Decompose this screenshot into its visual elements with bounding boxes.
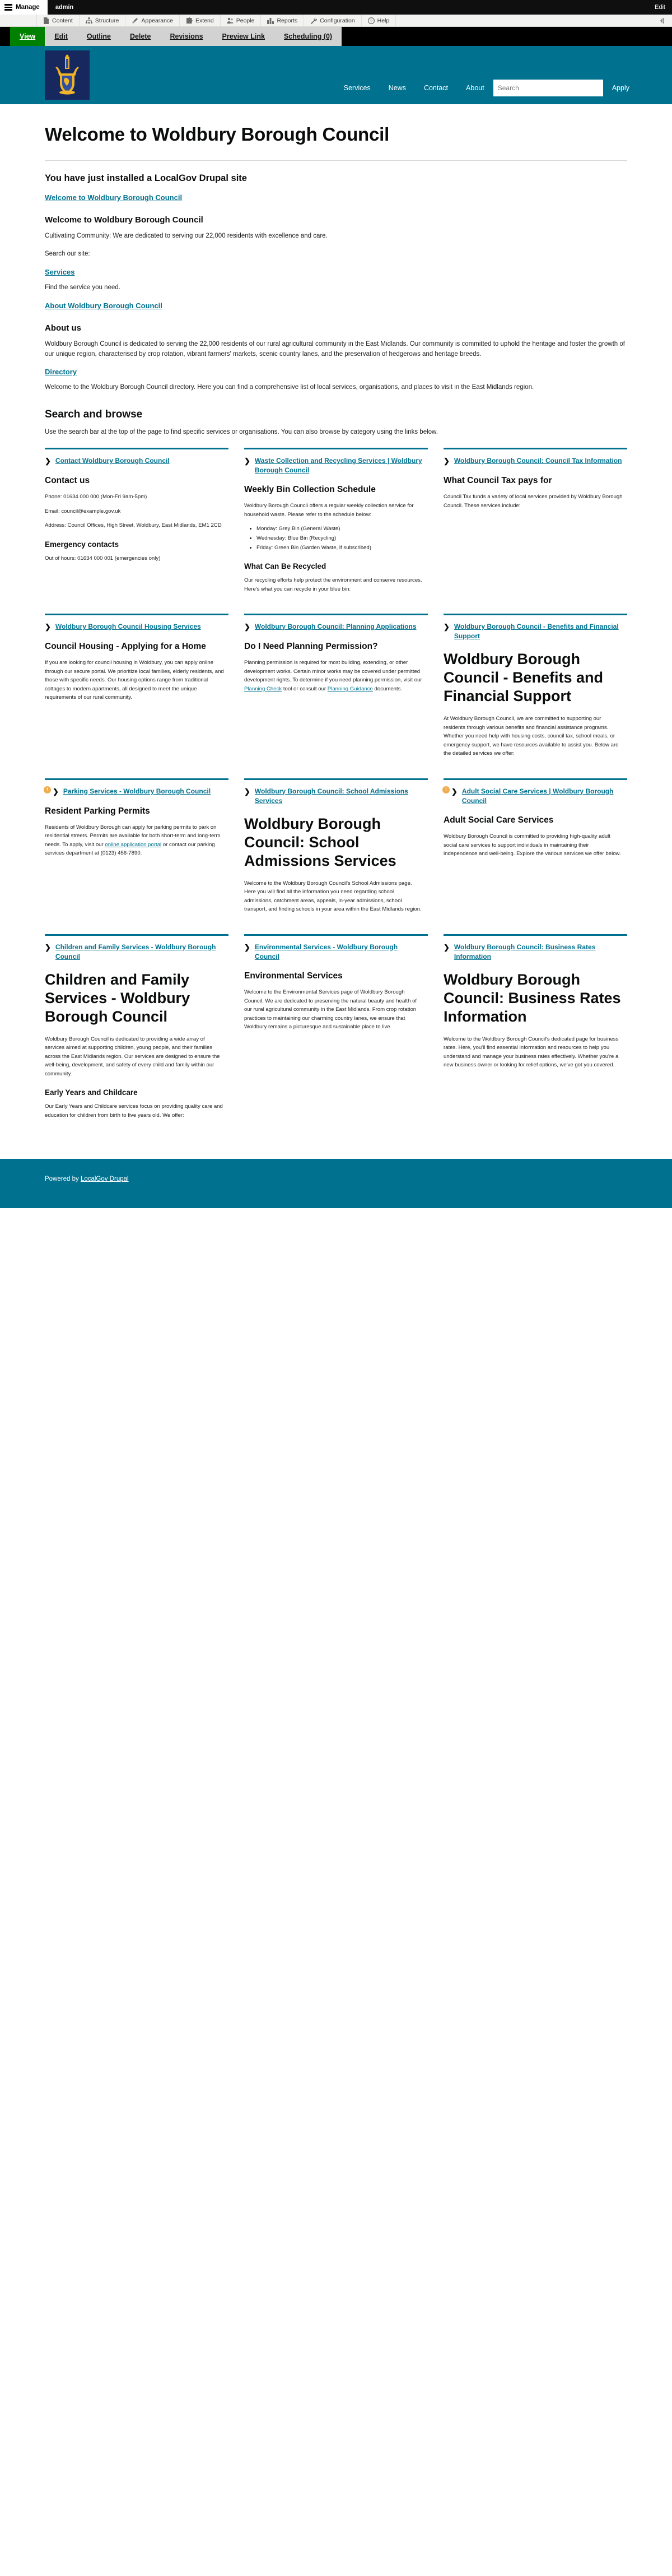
card-subheading: Early Years and Childcare: [45, 1088, 138, 1097]
coat-of-arms-icon: [50, 54, 85, 96]
question-icon: [368, 17, 375, 24]
toolbar-item-help[interactable]: [362, 15, 396, 26]
card-title-link[interactable]: Woldbury Borough Council: Business Rates Information: [454, 943, 596, 960]
card-paragraph: Our recycling efforts help protect the environment and conserve resources. Here's what you can recycle in your blue bin:: [244, 577, 422, 592]
people-icon: [227, 17, 234, 24]
admin-user-button[interactable]: [48, 0, 81, 15]
card-heading: Woldbury Borough Council - Benefits and Financial Support: [444, 651, 604, 705]
file-icon: [43, 17, 49, 24]
service-card: [244, 448, 428, 614]
toolbar-item-label: Configuration: [320, 17, 355, 24]
browse-heading: Search and browse: [45, 409, 143, 421]
toolbar-item-reports[interactable]: [261, 15, 304, 26]
card-title-link[interactable]: Adult Social Care Services | Woldbury Borough Council: [461, 787, 614, 805]
local-tasks-list: [10, 27, 342, 46]
toolbar-item-label: Extend: [195, 17, 214, 24]
card-paragraph: Woldbury Borough Council offers a regular weekly collection service for household waste. Please refer to the schedule below:: [244, 503, 414, 518]
service-card: [444, 448, 627, 614]
tab-view[interactable]: View: [10, 27, 45, 46]
directory-paragraph: Welcome to the Woldbury Borough Council directory. Here you can find a comprehensive list of local services, organisations, and places to visit in the East Midlands region.: [45, 384, 534, 391]
card-list-item: • Friday: Green Bin (Garden Waste, if subscribed): [256, 544, 423, 553]
welcome-paragraph: Cultivating Community: We are dedicated to serving our 22,000 residents with excellence and care.: [45, 233, 328, 240]
admin-toolbar: [0, 0, 672, 15]
local-tasks-bar: [0, 27, 672, 46]
nav-item-about[interactable]: About: [466, 84, 484, 92]
chevron-right-icon: ❯: [451, 787, 458, 796]
paragraph-text: Residents of Woldbury Borough can apply for parking permits to park on residential streets. Permits are available for both short-term and long-term needs. To apply, visit our: [45, 824, 221, 848]
chevron-right-icon: ❯: [244, 943, 250, 952]
primary-navigation: [335, 80, 638, 96]
chevron-right-icon: ❯: [45, 943, 51, 952]
about-link[interactable]: About Woldbury Borough Council: [45, 301, 162, 310]
footer-prefix: Powered by: [45, 1176, 81, 1183]
toolbar-item-label: Structure: [95, 17, 119, 24]
card-header: [45, 622, 224, 632]
service-card: [444, 778, 627, 934]
tab-preview-link[interactable]: Preview Link: [222, 33, 265, 40]
wrench-icon: [310, 17, 317, 24]
search-apply-button[interactable]: Apply: [603, 84, 638, 92]
toolbar-edit-button[interactable]: [648, 0, 672, 15]
card-header: [244, 456, 423, 475]
chevron-right-icon: ❯: [244, 787, 250, 796]
card-title-link[interactable]: Woldbury Borough Council: School Admissions Services: [254, 787, 408, 805]
card-title-link[interactable]: Woldbury Borough Council: Planning Applications: [254, 623, 417, 631]
paragraph-text: or contact our parking services department at (0123) 456-7890.: [45, 841, 215, 857]
service-card: [45, 614, 228, 778]
welcome-heading: Welcome to Woldbury Borough Council: [45, 215, 203, 225]
toolbar-collapse-button[interactable]: [654, 15, 672, 26]
nav-item-contact[interactable]: Contact: [423, 84, 449, 92]
directory-link[interactable]: Directory: [45, 368, 77, 377]
service-card: [244, 934, 428, 1140]
toolbar-item-label: People: [236, 17, 255, 24]
inline-link[interactable]: online application portal: [105, 841, 162, 848]
toolbar-menu-spacer: [0, 15, 37, 26]
card-paragraph: Welcome to the Environmental Services page of Woldbury Borough Council. We are dedicated to preserving the natural beauty and health of our rural agricultural community in the East Midlands. From crop rotation practices to maintaining our charming country lanes, we ensure that Woldbury remains a picturesque and sustainable place to live.: [244, 989, 417, 1031]
paragraph-text: documents.: [372, 685, 403, 692]
card-heading: Children and Family Services - Woldbury Borough Council: [45, 971, 190, 1025]
card-heading: Adult Social Care Services: [444, 815, 554, 825]
service-card: [45, 934, 228, 1140]
card-paragraph: Out of hours: 01634 000 001 (emergencies only): [45, 555, 161, 561]
card-header: [45, 787, 224, 797]
card-title-link[interactable]: Parking Services - Woldbury Borough Council: [63, 787, 211, 795]
service-card: [244, 778, 428, 934]
manage-label: Manage: [16, 4, 40, 11]
card-header: [444, 787, 623, 806]
service-card: [45, 778, 228, 934]
card-paragraph: Phone: 01634 000 000 (Mon-Fri 9am-5pm): [45, 494, 147, 500]
puzzle-icon: [186, 17, 193, 24]
card-header: [45, 456, 224, 466]
tab-revisions[interactable]: Revisions: [170, 33, 203, 40]
card-paragraph: Email: council@example.gov.uk: [45, 508, 121, 514]
card-list: [244, 525, 423, 552]
chevron-right-icon: ❯: [244, 623, 250, 632]
card-heading: Weekly Bin Collection Schedule: [244, 485, 376, 494]
tab-edit[interactable]: Edit: [54, 33, 68, 40]
chevron-right-icon: ❯: [444, 456, 450, 465]
card-header: [244, 943, 423, 962]
card-header: [244, 787, 423, 806]
warning-badge-icon: !: [442, 786, 450, 793]
toolbar-item-extend[interactable]: [180, 15, 221, 26]
card-paragraph: Our Early Years and Childcare services focus on providing quality care and education for children from birth to five years old. We offer:: [45, 1103, 223, 1118]
inline-link[interactable]: Planning Check: [244, 685, 282, 692]
card-paragraph: Woldbury Borough Council is committed to providing high-quality adult social care services to support individuals in maintaining their independence and well-being. Explore the various services we offer below.: [444, 833, 621, 857]
about-paragraph: Woldbury Borough Council is dedicated to serving the 22,000 residents of our rural agricultural community in the East Midlands. Our community is committed to uphold the heritage and foster the growth of our unique region, characterised by crop rotation, vibrant farmers' markets, scenic country lanes, and the preservation of hedgerows and heritage breeds.: [45, 340, 625, 358]
toolbar-item-structure[interactable]: [80, 15, 126, 26]
card-paragraph: If you are looking for council housing in Woldbury, you can apply online through our secure portal. We prioritize local families, elderly residents, and those with specific needs. Our housing options range from traditional cottages to modern apartments, all designed to meet the unique requirements of our rural community.: [45, 660, 224, 701]
card-paragraph: Welcome to the Woldbury Borough Council's dedicated page for business rates. Here, you'll find essential information and resources to help you understand and manage your business rates effectively. Whether you're a new business owner or looking for relief options, we've got you covered.: [444, 1036, 619, 1069]
chevron-right-icon: ❯: [45, 623, 51, 632]
paragraph-text: Planning permission is required for most building, extending, or other development works. Certain minor works may be covered under permitted development rights. To determine if you need planning permission, visit our: [244, 660, 422, 684]
service-card: [45, 448, 228, 614]
toolbar-item-label: Content: [52, 17, 73, 24]
chart-icon: [267, 17, 274, 24]
install-heading: You have just installed a LocalGov Drupal site: [45, 173, 247, 184]
card-list-item: • Wednesday: Blue Bin (Recycling): [256, 534, 423, 543]
toolbar-edit-label: Edit: [655, 4, 665, 11]
card-subheading: What Can Be Recycled: [244, 562, 326, 571]
toolbar-item-content[interactable]: [37, 15, 80, 26]
card-header: [444, 456, 623, 466]
card-header: [444, 943, 623, 962]
card-header: [45, 943, 224, 962]
tab-delete[interactable]: Delete: [129, 33, 151, 40]
brush-icon: [132, 17, 138, 24]
card-paragraph: Council Tax funds a variety of local services provided by Woldbury Borough Council. These services include:: [444, 494, 623, 509]
warning-badge-icon: !: [44, 786, 51, 793]
chevron-right-icon: ❯: [444, 943, 450, 952]
card-title-link[interactable]: Woldbury Borough Council: Council Tax Information: [454, 456, 622, 465]
chevron-right-icon: ❯: [53, 787, 59, 796]
toolbar-item-label: Appearance: [141, 17, 174, 24]
chevron-right-icon: ❯: [244, 456, 250, 465]
card-header: [444, 622, 623, 641]
admin-user-label: admin: [55, 4, 74, 11]
council-crest-logo[interactable]: [45, 50, 90, 100]
card-heading: Resident Parking Permits: [45, 806, 150, 816]
service-card: [444, 614, 627, 778]
nav-item-news[interactable]: News: [388, 84, 406, 92]
card-heading: Do I Need Planning Permission?: [244, 641, 378, 651]
card-title-link[interactable]: Woldbury Borough Council - Benefits and Financial Support: [454, 623, 619, 640]
nav-item-services[interactable]: Services: [343, 84, 371, 92]
card-heading: Woldbury Borough Council: Business Rates Information: [444, 971, 621, 1025]
search-input[interactable]: [493, 80, 603, 96]
card-title-link[interactable]: Children and Family Services - Woldbury Borough Council: [55, 943, 216, 960]
card-paragraph: Woldbury Borough Council is dedicated to providing a wide array of services aimed at supporting children, young people, and their families across the East Midlands region. Our services are designed to ensure the well-being, development, and safety of every child and family within our community.: [45, 1036, 220, 1077]
toolbar-item-appearance[interactable]: [125, 15, 180, 26]
card-heading: Woldbury Borough Council: School Admissions Services: [244, 815, 396, 869]
search-prompt: Search our site:: [45, 250, 90, 258]
card-title-link[interactable]: Waste Collection and Recycling Services | Woldbury Borough Council: [254, 456, 422, 474]
welcome-link[interactable]: Welcome to Woldbury Borough Council: [45, 193, 183, 202]
footer-localgov-link[interactable]: LocalGov Drupal: [80, 1176, 129, 1183]
card-paragraph: Welcome to the Woldbury Borough Council's School Admissions page. Here you will find all the information you need regarding school admissions, catchment areas, appeals, in-year admissions, school transport, and finding schools in your area within the East Midlands region.: [244, 880, 422, 913]
toolbar-item-configuration[interactable]: [304, 15, 361, 26]
site-header: [0, 46, 672, 104]
paragraph-text: tool or consult our: [282, 685, 328, 692]
toolbar-item-label: Reports: [277, 17, 298, 24]
collapse-icon: [660, 18, 666, 24]
card-list-item: • Monday: Grey Bin (General Waste): [256, 525, 423, 533]
card-title-link[interactable]: Environmental Services - Woldbury Borough Council: [254, 943, 398, 960]
service-card: [244, 614, 428, 778]
svg-text:?: ?: [370, 18, 372, 24]
about-heading: About us: [45, 323, 81, 333]
card-title-link[interactable]: Contact Woldbury Borough Council: [55, 456, 170, 465]
card-paragraph: [45, 823, 224, 858]
card-subheading: Emergency contacts: [45, 540, 119, 549]
page-content: [34, 104, 638, 1140]
inline-link[interactable]: Planning Guidance: [327, 685, 373, 692]
card-heading: Contact us: [45, 475, 90, 485]
services-sub: Find the service you need.: [45, 284, 120, 291]
browse-paragraph: Use the search bar at the top of the page to find specific services or organisations. You can also browse by category using the links below.: [45, 429, 438, 436]
card-header: [244, 622, 423, 632]
site-footer: [0, 1159, 672, 1208]
toolbar-item-label: Help: [377, 17, 390, 24]
service-card-grid: [45, 448, 627, 1140]
card-heading: Environmental Services: [244, 971, 343, 981]
card-heading: What Council Tax pays for: [444, 475, 552, 485]
chevron-right-icon: ❯: [444, 623, 450, 632]
chevron-right-icon: ❯: [45, 456, 51, 465]
tab-outline[interactable]: Outline: [86, 33, 111, 40]
sitemap-icon: [86, 17, 92, 24]
card-heading: Council Housing - Applying for a Home: [45, 641, 206, 651]
hamburger-icon: [4, 4, 12, 11]
manage-menu-button[interactable]: [0, 0, 48, 15]
card-paragraph: [244, 658, 423, 693]
service-card: [444, 934, 627, 1140]
toolbar-item-people[interactable]: [221, 15, 262, 26]
card-paragraph: Address: Council Offices, High Street, Woldbury, East Midlands, EM1 2CD: [45, 522, 222, 529]
divider: [45, 160, 627, 161]
services-link[interactable]: Services: [45, 267, 75, 276]
tab-scheduling[interactable]: Scheduling (0): [283, 33, 333, 40]
admin-toolbar-menu: [0, 15, 672, 27]
card-title-link[interactable]: Woldbury Borough Council Housing Services: [55, 623, 201, 631]
card-paragraph: At Woldbury Borough Council, we are committed to supporting our residents through various benefits and financial assistance programs. Whether you need help with housing costs, council tax, school meals, or emergency support, we have resources available to assist you. Below are the detailed services we offer:: [444, 715, 619, 757]
page-title: Welcome to Woldbury Borough Council: [45, 124, 390, 145]
